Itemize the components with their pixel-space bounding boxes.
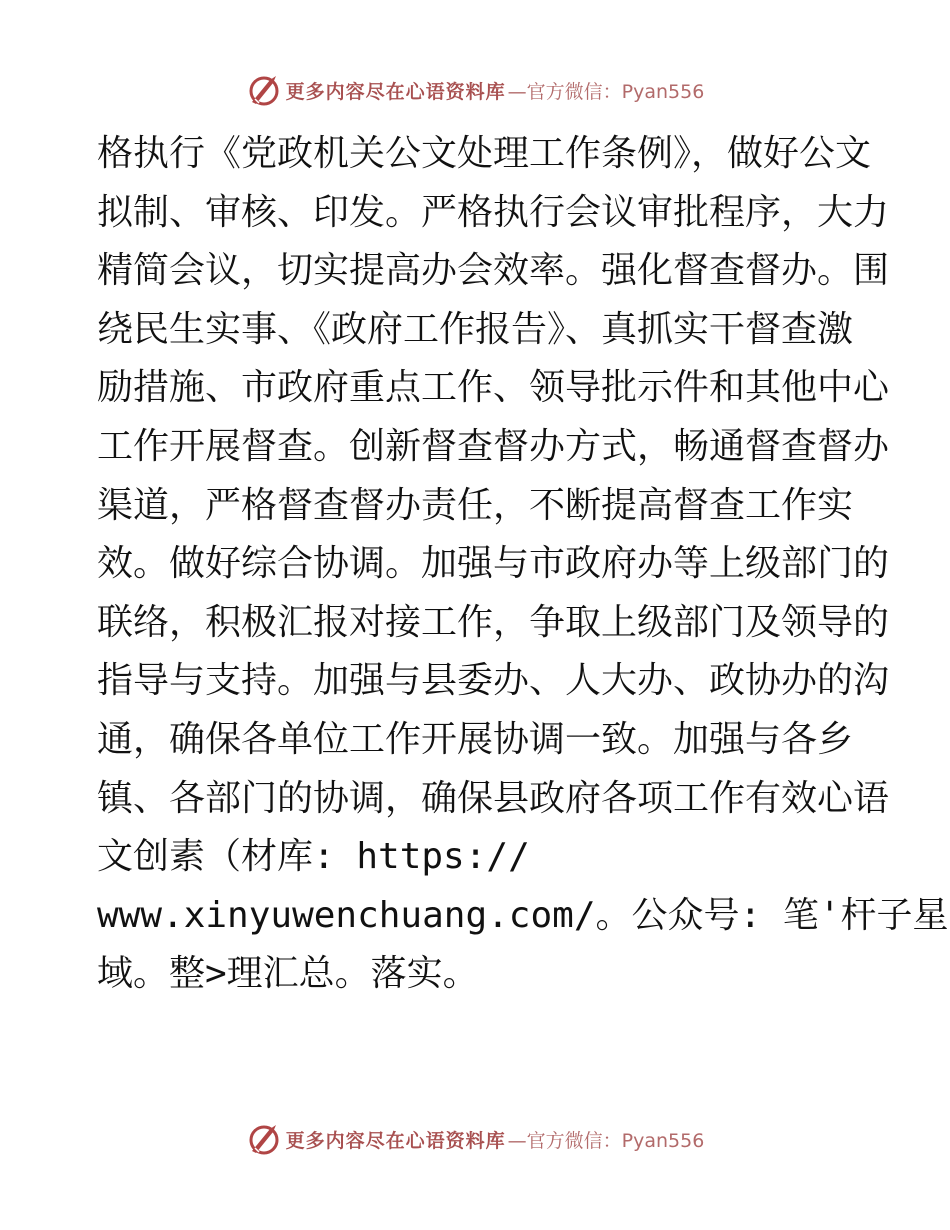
body-line: 精简会议，切实提高办会效率。强化督查督办。围 — [97, 250, 890, 292]
body-line: 联络，积极汇报对接工作，争取上级部门及领导的 — [97, 601, 890, 643]
banner-wechat-text: —官方微信：Pyan556 — [507, 80, 705, 103]
body-line: 指导与支持。加强与县委办、人大办、政协办的沟 — [97, 660, 890, 702]
body-line: 工作开展督查。创新督查督办方式，畅通督查督办 — [97, 425, 890, 467]
body-line: 通，确保各单位工作开展协调一致。加强与各乡 — [97, 718, 854, 760]
body-line: 渠道，严格督查督办责任，不断提高督查工作实 — [97, 484, 854, 526]
body-line: 文创素（材库: https:// — [97, 836, 530, 878]
body-line: 拟制、审核、印发。严格执行会议审批程序，大力 — [97, 191, 890, 233]
banner-wechat-text: —官方微信：Pyan556 — [507, 1129, 705, 1152]
body-line: 域。整>理汇总。落实。 — [97, 953, 479, 995]
banner-main-text: 更多内容尽在心语资料库 — [285, 80, 506, 103]
body-line: www.xinyuwenchuang.com/。公众号: 笔'杆子星 — [97, 894, 949, 936]
pen-logo-icon — [246, 72, 282, 108]
footer-banner — [0, 1119, 950, 1159]
body-line: 镇、各部门的协调，确保县政府各项工作有效心语 — [97, 777, 890, 819]
document-body — [97, 125, 949, 1004]
body-line: 励措施、市政府重点工作、领导批示件和其他中心 — [97, 367, 890, 409]
body-line: 格执行《党政机关公文处理工作条例》，做好公文 — [97, 133, 872, 174]
banner-main-text: 更多内容尽在心语资料库 — [285, 1129, 506, 1152]
pen-logo-icon — [246, 1121, 282, 1157]
body-line: 绕民生实事、《政府工作报告》、真抓实干督查激 — [97, 308, 854, 350]
header-banner — [0, 70, 950, 110]
body-line: 效。做好综合协调。加强与市政府办等上级部门的 — [97, 543, 890, 585]
